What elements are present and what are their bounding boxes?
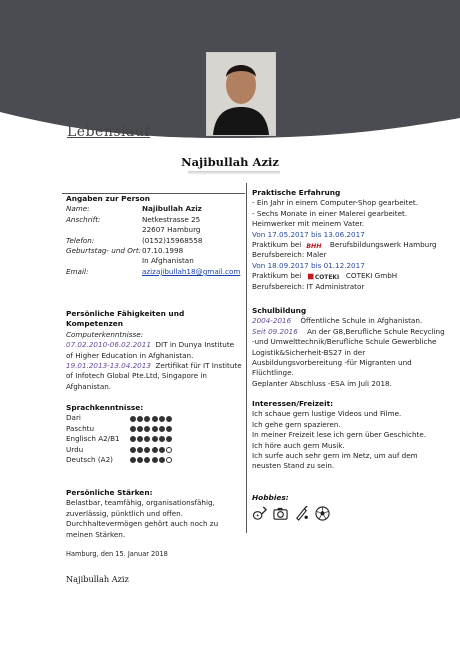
personal-row	[66, 215, 242, 225]
language-name: Urdu	[66, 444, 84, 454]
football-icon	[315, 506, 330, 521]
level-dot	[144, 426, 150, 432]
personal-value: Netkestrasse 25	[142, 214, 201, 224]
languages-section	[66, 403, 242, 465]
strengths-text: Belastbar, teamfähig, organisationsfähig, zuverlässig, pünktlich und offen. Durchhaltevermögen gehört auch noch zu meinen Stärken.	[66, 498, 219, 539]
interest-line: In meiner Freizeit lese ich gern über Geschichte.	[252, 430, 427, 440]
hobby-icons	[252, 506, 448, 521]
personal-value: 22607 Hamburg	[142, 225, 201, 235]
level-dot	[137, 436, 143, 442]
interest-line: Ich höre auch gern Musik.	[252, 440, 345, 450]
personal-value: In Afghanistan	[142, 256, 194, 266]
internship-field: Berufsbereich: Maler	[252, 250, 327, 260]
skill-item	[66, 361, 242, 392]
language-level	[130, 416, 172, 422]
experience-section	[252, 188, 448, 292]
personal-label: Anschrift:	[66, 214, 101, 224]
place-date: Hamburg, den 15. Januar 2018	[66, 550, 168, 558]
skills-heading: Persönliche Fähigkeiten und Kompetenzen	[66, 309, 185, 329]
personal-value: (0152)15968558	[142, 235, 203, 245]
language-level	[130, 436, 172, 442]
personal-section	[66, 194, 242, 277]
skill-date: 19.01.2013-13.04.2013	[66, 361, 151, 371]
camera-icon	[273, 506, 288, 521]
internship-label: Praktikum bei	[252, 271, 302, 281]
strengths-heading: Persönliche Stärken:	[66, 488, 153, 497]
interest-line: Ich surfe auch sehr gern im Netz, um auf dem neusten Stand zu sein.	[252, 451, 418, 471]
education-date: Seit 09.2016	[252, 326, 298, 336]
guitar-icon	[252, 506, 267, 521]
internship-company: Berufsbildungswerk Hamburg	[329, 240, 437, 250]
strengths-section	[66, 488, 242, 540]
level-dot	[159, 416, 165, 422]
level-dot	[152, 416, 158, 422]
level-dot	[159, 436, 165, 442]
page-title: Lebenslauf	[67, 124, 151, 140]
personal-label: Telefon:	[66, 235, 95, 245]
level-dot	[144, 436, 150, 442]
name-heading: Najibullah Aziz	[181, 155, 279, 169]
skill-item	[66, 340, 242, 361]
education-date: 2004-2016	[252, 316, 292, 326]
personal-row	[66, 246, 242, 256]
level-dot	[130, 447, 136, 453]
personal-row	[66, 267, 242, 277]
experience-line: - Sechs Monate in einer Malerei gearbeitet.	[252, 208, 408, 218]
personal-row	[66, 225, 242, 235]
internship-line	[252, 271, 448, 281]
personal-row	[66, 236, 242, 246]
language-name: Deutsch (A2)	[66, 454, 113, 464]
internship-line	[252, 240, 448, 250]
experience-line: Heimwerker mit meinem Vater.	[252, 219, 365, 229]
personal-heading: Angaben zur Person	[66, 194, 150, 203]
education-note: Geplanter Abschluss -ESA im Juli 2018.	[252, 378, 392, 388]
personal-label	[66, 256, 142, 266]
signature: Najibullah Aziz	[66, 574, 129, 584]
level-dot	[159, 457, 165, 463]
profile-photo	[206, 52, 276, 136]
interests-section	[252, 399, 448, 472]
interest-line: Ich gehe gern spazieren.	[252, 419, 341, 429]
level-dot	[130, 457, 136, 463]
level-dot	[144, 447, 150, 453]
level-dot	[130, 416, 136, 422]
level-dot	[130, 436, 136, 442]
level-dot	[137, 447, 143, 453]
level-dot	[137, 426, 143, 432]
email-link[interactable]: azizajibullah18@gmail.com	[142, 266, 241, 276]
personal-value: Najibullah Aziz	[142, 204, 202, 214]
interests-heading: Interessen/Freizeit:	[252, 399, 334, 408]
level-dot	[137, 416, 143, 422]
cricket-icon	[294, 506, 309, 521]
language-level	[130, 457, 172, 463]
interest-line: Ich schaue gern lustige Videos und Filme.	[252, 409, 402, 419]
personal-label: Email:	[66, 266, 89, 276]
skills-section	[66, 309, 242, 392]
language-row	[66, 424, 242, 434]
internship-date: Von 18.09.2017 bis 01.12.2017	[252, 260, 365, 270]
level-dot	[137, 457, 143, 463]
level-dot	[144, 416, 150, 422]
level-dot	[152, 457, 158, 463]
coteki-logo-icon	[304, 273, 344, 280]
education-heading: Schulbildung	[252, 306, 307, 315]
level-dot	[166, 416, 172, 422]
skill-text: Zertifikat für IT Institute of Infotech Global Pte.Ltd, Singapore in Afghanistan.	[66, 361, 242, 391]
education-text: Öffentliche Schule in Afghanistan.	[300, 316, 423, 326]
name-underline	[188, 171, 280, 175]
education-section	[252, 306, 448, 389]
language-list	[66, 413, 242, 465]
bbw-logo-icon	[304, 242, 328, 249]
skill-date: 07.02.2010-06.02.2011	[66, 340, 151, 350]
education-item	[252, 327, 448, 379]
personal-label	[66, 225, 142, 235]
language-level	[130, 447, 172, 453]
personal-label: Name:	[66, 204, 90, 214]
column-divider	[246, 183, 247, 533]
language-name: Paschtu	[66, 423, 95, 433]
language-name: Englisch A2/B1	[66, 434, 120, 444]
hobbies-heading: Hobbies:	[252, 493, 289, 502]
level-dot	[152, 426, 158, 432]
level-dot	[166, 426, 172, 432]
language-row	[66, 445, 242, 455]
education-item	[252, 316, 448, 326]
level-dot	[166, 436, 172, 442]
internship-date: Von 17.05.2017 bis 13.06.2017	[252, 229, 365, 239]
bbw-logo-text: BHH	[305, 242, 322, 249]
language-row	[66, 455, 242, 465]
skills-sub: Computerkenntnisse:	[66, 329, 144, 339]
personal-row	[66, 256, 242, 266]
hobbies-section	[252, 493, 448, 521]
coteki-logo-text: COTEKI	[314, 273, 339, 280]
personal-value: 07.10.1998	[142, 246, 184, 256]
language-row	[66, 434, 242, 444]
level-dot	[166, 447, 172, 453]
experience-heading: Praktische Erfahrung	[252, 188, 341, 197]
language-name: Dari	[66, 413, 81, 423]
personal-label: Geburtstag- und Ort:	[66, 246, 142, 256]
experience-line: - Ein Jahr in einem Computer-Shop gearbeitet.	[252, 198, 418, 208]
personal-rows	[66, 204, 242, 277]
internship-field: Berufsbereich: IT Administrator	[252, 281, 365, 291]
languages-heading: Sprachkenntnisse:	[66, 403, 144, 412]
language-row	[66, 413, 242, 423]
personal-row	[66, 204, 242, 214]
education-text: An der G8,Berufliche Schule Recycling -und Umwelttechnik/Berufliche Schule Gewerbliche Logistik&Sicherheit-BS27 in der Ausbildungsvorbereitung -für Migranten und Flüchtlinge.	[252, 326, 445, 378]
skill-text: DIT in Dunya Institute of Higher Education in Afghanistan.	[66, 340, 235, 360]
level-dot	[159, 447, 165, 453]
level-dot	[159, 426, 165, 432]
level-dot	[152, 436, 158, 442]
level-dot	[144, 457, 150, 463]
level-dot	[130, 426, 136, 432]
internship-company: COTEKI GmbH	[345, 271, 398, 281]
language-level	[130, 426, 172, 432]
level-dot	[166, 457, 172, 463]
level-dot	[152, 447, 158, 453]
internship-label: Praktikum bei	[252, 240, 302, 250]
